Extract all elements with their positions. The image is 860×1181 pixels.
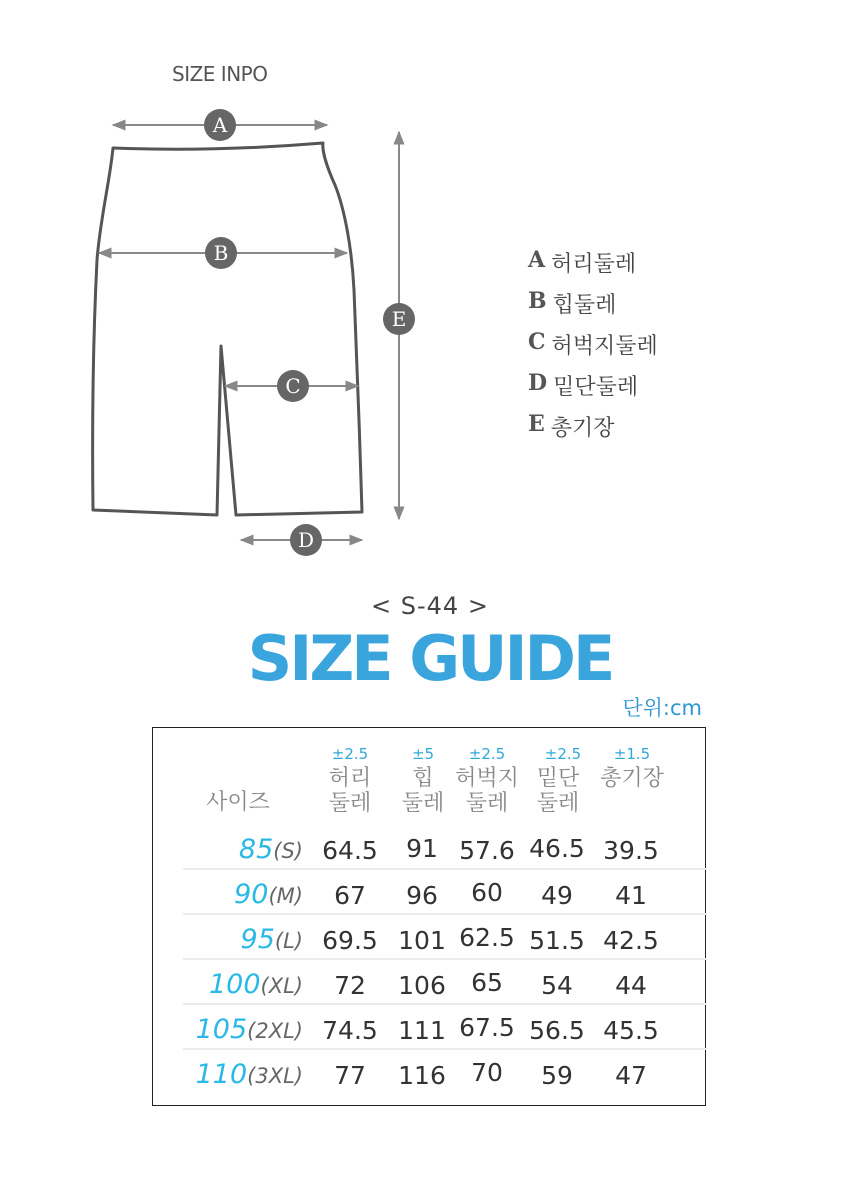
marker-e xyxy=(383,303,415,335)
value-hip: 116 xyxy=(398,1061,446,1090)
size-suffix: (2XL) xyxy=(247,1019,303,1043)
legend-key: D xyxy=(528,370,548,396)
value-thigh: 67.5 xyxy=(459,1013,515,1042)
value-length: 45.5 xyxy=(603,1016,659,1045)
legend-item-hip xyxy=(528,288,658,329)
marker-a xyxy=(204,109,236,141)
row-divider xyxy=(183,913,707,915)
header-line: 둘레 xyxy=(401,791,445,816)
header-line: 허리 xyxy=(328,766,372,791)
value-waist: 67 xyxy=(334,881,366,910)
legend-label: 허벅지둘레 xyxy=(551,334,658,359)
value-waist: 69.5 xyxy=(322,926,378,955)
marker-b xyxy=(205,237,237,269)
value-waist: 64.5 xyxy=(322,836,378,865)
value-hem: 51.5 xyxy=(529,926,585,955)
size-suffix: (S) xyxy=(273,839,303,863)
value-hip: 106 xyxy=(398,971,446,1000)
legend-item-length xyxy=(528,411,658,452)
marker-d xyxy=(290,524,322,556)
value-thigh: 62.5 xyxy=(459,923,515,952)
table-row xyxy=(153,1055,707,1099)
value-hem: 54 xyxy=(541,971,573,1000)
size-cell xyxy=(153,924,303,955)
svg-text:A: A xyxy=(212,113,228,137)
value-hip: 91 xyxy=(406,834,438,863)
measurement-legend xyxy=(528,247,658,452)
size-table xyxy=(152,727,706,1106)
legend-label: 힙둘레 xyxy=(552,293,617,318)
header-length xyxy=(587,766,677,791)
value-hip: 101 xyxy=(398,926,446,955)
value-hem: 49 xyxy=(541,881,573,910)
legend-item-hem xyxy=(528,370,658,411)
legend-item-thigh xyxy=(528,329,658,370)
value-length: 42.5 xyxy=(603,926,659,955)
size-cell xyxy=(153,834,303,865)
legend-label: 밑단둘레 xyxy=(553,375,639,400)
size-cell xyxy=(153,1014,303,1045)
header-line: 총기장 xyxy=(600,766,664,791)
legend-key: B xyxy=(528,288,547,314)
value-hem: 46.5 xyxy=(529,834,585,863)
size-number: 95 xyxy=(240,924,275,955)
tolerance-length: ±1.5 xyxy=(613,745,651,763)
value-thigh: 70 xyxy=(471,1058,503,1087)
row-divider xyxy=(183,1048,707,1050)
legend-key: C xyxy=(528,329,546,355)
value-length: 41 xyxy=(615,881,647,910)
row-divider xyxy=(183,958,707,960)
size-suffix: (M) xyxy=(268,884,303,908)
svg-text:B: B xyxy=(213,241,229,265)
value-waist: 77 xyxy=(334,1061,366,1090)
value-length: 44 xyxy=(615,971,647,1000)
legend-item-waist xyxy=(528,247,658,288)
size-cell xyxy=(153,879,303,910)
size-cell xyxy=(153,1059,303,1090)
size-cell xyxy=(153,969,303,1000)
size-suffix: (L) xyxy=(274,929,303,953)
legend-label: 총기장 xyxy=(550,416,615,441)
value-hip: 111 xyxy=(398,1016,446,1045)
shorts-diagram xyxy=(0,0,860,580)
header-line: 허벅지 xyxy=(455,766,519,791)
shorts-outline xyxy=(93,143,362,515)
value-length: 47 xyxy=(615,1061,647,1090)
tolerance-waist: ±2.5 xyxy=(331,745,369,763)
svg-text:D: D xyxy=(297,528,315,552)
row-divider xyxy=(183,1003,707,1005)
row-divider xyxy=(183,868,707,870)
size-info-title: SIZE INPO xyxy=(172,62,268,86)
svg-text:C: C xyxy=(285,374,301,398)
size-column-header: 사이즈 xyxy=(206,790,270,815)
value-thigh: 57.6 xyxy=(459,836,515,865)
svg-text:E: E xyxy=(391,307,407,331)
value-length: 39.5 xyxy=(603,836,659,865)
value-waist: 72 xyxy=(334,971,366,1000)
size-suffix: (3XL) xyxy=(247,1064,303,1088)
header-line: 힙 xyxy=(412,766,434,791)
tolerance-thigh: ±2.5 xyxy=(468,745,506,763)
tolerance-hip: ±5 xyxy=(411,745,435,763)
header-line: 밑단 xyxy=(536,766,580,791)
unit-label: 단위:cm xyxy=(622,696,702,720)
legend-key: E xyxy=(528,411,545,437)
size-number: 100 xyxy=(208,969,261,1000)
value-waist: 74.5 xyxy=(322,1016,378,1045)
header-line: 둘레 xyxy=(536,791,580,816)
size-number: 105 xyxy=(195,1014,248,1045)
value-hem: 56.5 xyxy=(529,1016,585,1045)
size-number: 90 xyxy=(234,879,269,910)
tolerance-hem: ±2.5 xyxy=(544,745,582,763)
header-line: 둘레 xyxy=(328,791,372,816)
value-hip: 96 xyxy=(406,881,438,910)
marker-c xyxy=(277,370,309,402)
legend-label: 허리둘레 xyxy=(551,252,637,277)
size-number: 110 xyxy=(195,1059,248,1090)
value-thigh: 65 xyxy=(471,968,503,997)
size-number: 85 xyxy=(238,834,274,865)
size-suffix: (XL) xyxy=(260,974,303,998)
value-hem: 59 xyxy=(541,1061,573,1090)
value-thigh: 60 xyxy=(471,878,503,907)
size-subtitle: < S-44 > xyxy=(371,592,489,620)
legend-key: A xyxy=(528,247,546,273)
header-line: 둘레 xyxy=(465,791,509,816)
size-guide-title: SIZE GUIDE xyxy=(247,622,613,695)
